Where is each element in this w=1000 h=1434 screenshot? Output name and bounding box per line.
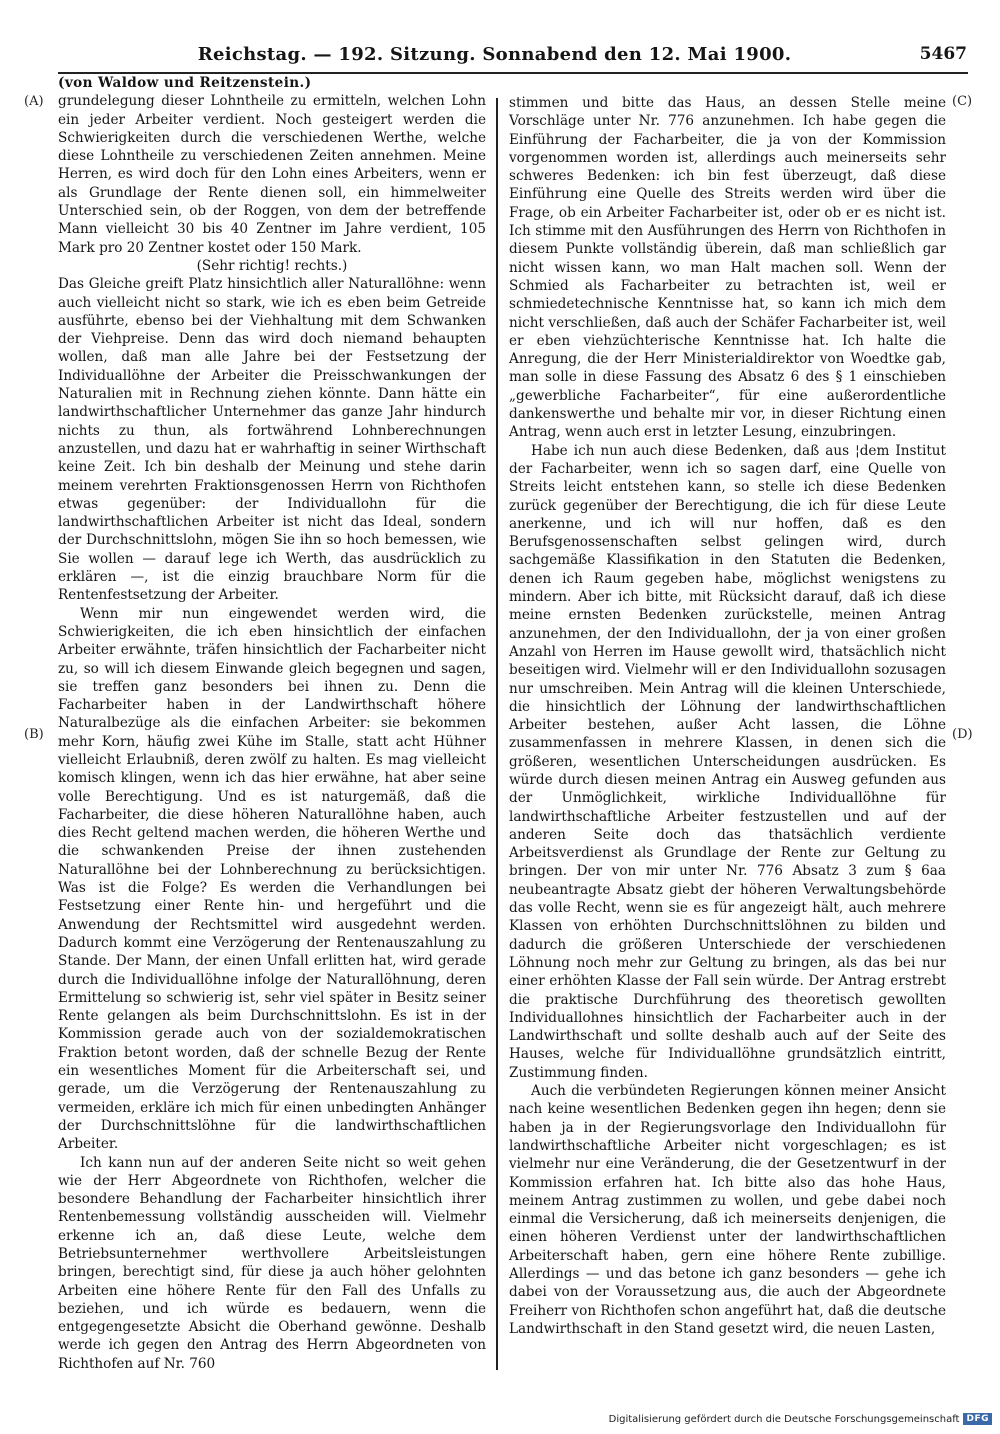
- left-paragraph-2: Das Gleiche greift Platz hinsichtlich aller Naturallöhne: wenn auch vielleicht nicht so stark, wie ich es eben beim Getreide ausführte, ebenso bei der Viehhaltung mit dem Schwanken der Viehpreise. Denn das wird doch niemand behaupten wollen, daß man alle Jahre bei der Festsetzung der Individuallöhne der Arbeiter die Preisschwankungen der Naturalien mit in Rechnung ziehen könnte. Dann hätte ein landwirthschaftlicher Unternehmer das ganze Jahr hindurch nichts zu thun, als fortwährend Lohnberechnungen anzustellen, und dazu hat er wahrhaftig in seiner Wirthschaft keine Zeit. Ich bin deshalb der Meinung und stehe darin meinem verehrten Fraktionsgenossen Herrn von Richthofen etwas gegenüber: der Individuallohn für die landwirthschaftlichen Arbeiter ist nicht das Ideal, sondern der Durchschnittslohn, mögen Sie ihn so hoch bemessen, wie Sie wollen — darauf lege ich Werth, das ausdrücklich zu erklären —, ist die einzig brauchbare Norm für die Rentenfestsetzung der Arbeiter.: [58, 276, 486, 604]
- right-paragraph-1: stimmen und bitte das Haus, an dessen Stelle meine Vorschläge unter Nr. 776 anzunehmen. Ich habe gegen die Einführung der Facharbeiter, die ja von der Kommission vorgenommen worden ist, allerdings auch meinerseits sehr schweres Bedenken: ich bin fest überzeugt, daß diese Einführung eine Quelle des Streits werden wird über die Frage, ob ein Arbeiter Facharbeiter ist, oder ob er es nicht ist. Ich stimme mit den Ausführungen des Herrn von Richthofen in diesem Punkte vollständig überein, daß man schließlich gar nicht wissen kann, wo man Halt machen soll. Wenn der Schmied als Facharbeiter zu betrachten ist, weil er schmiedetechnische Kenntnisse hat, so kann ich mich dem nicht verschließen, daß auch der Schäfer Facharbeiter ist, weil er eben viehzüchterische Kenntnisse hat. Ich halte die Anregung, die der Herr Ministerialdirektor von Woedtke gab, man solle in diese Fassung des Absatz 6 des § 1 einschieben „gewerbliche Facharbeiter“, für eine außerordentliche dankenswerthe und behalte mir vor, in dieser Richtung einen Antrag, wenn auch erst in letzter Lesung, einzubringen.: [509, 95, 946, 441]
- margin-marker-d: (D): [952, 727, 973, 742]
- dfg-logo-icon: DFG: [963, 1413, 992, 1425]
- right-paragraph-2: Habe ich nun auch diese Bedenken, daß aus ¦dem Institut der Facharbeiter, wenn ich so sagen darf, eine Quelle von Streits leicht entstehen kann, so stelle ich diese Bedenken zurück gegenüber der Berechtigung, die ich für diese Leute anerkenne, und ich will nur hoffen, daß es den Berufsgenossenschaften selbst gelingen wird, durch sachgemäße Klassifikation in den Statuten die Bedenken, denen ich Raum gegeben habe, möglichst wenigstens zu mindern. Aber ich bitte, mit Rücksicht darauf, daß ich diese meine ernsten Bedenken zurückstelle, meinen Antrag anzunehmen, der den Individuallohn, der ja von einer großen Anzahl von Herren im Hause gewollt wird, thatsächlich nicht beseitigen wird. Vielmehr will er den Individuallohn sozusagen nur umschreiben. Mein Antrag will die kleinen Unterschiede, die hinsichtlich der Löhnung der landwirthschaftlichen Arbeiter bestehen, außer Acht lassen, die Löhne zusammenfassen in mehrere Klassen, in denen sich die größeren, wesentlichen Unterscheidungen ausdrücken. Es würde durch diesen meinen Antrag ein Ausweg gefunden aus der Unmöglichkeit, wirkliche Individuallöhne für landwirthschaftliche Arbeiter festzustellen und auf der anderen Seite doch das thatsächlich verdiente Arbeitsverdienst als Grundlage der Rente zur Geltung zu bringen. Der von mir unter Nr. 776 Absatz 3 zum § 6aa neubeantragte Absatz giebt der höheren Verwaltungsbehörde das volle Recht, wenn sie es für angezeigt hält, auch mehrere Klassen von erhöhten Durchschnittslöhnen zu bilden und dadurch die größeren Unterschiede der verschiedenen Löhnung noch mehr zur Geltung zu bringen, als das bei nur einer erhöhten Klasse der Fall sein würde. Der Antrag erstrebt die praktische Durchführung des theoretisch gewollten Individuallohnes hinsichtlich der Facharbeiter auch in der Landwirthschaft und sollte deshalb auch auf der Seite des Hauses, welche für Individuallöhne grundsätzlich eintritt, Zustimmung finden.: [509, 442, 946, 1081]
- page-number: 5467: [919, 44, 967, 64]
- header-title: Reichstag. — 192. Sitzung. Sonnabend den 12. Mai 1900.: [197, 44, 792, 65]
- left-column: [58, 74, 486, 1373]
- left-paragraph-3: Wenn mir nun eingewendet werden wird, die Schwierigkeiten, die ich eben hinsichtlich der einfachen Arbeiter erwähnte, träfen hinsichtlich der Facharbeiter nicht zu, so will ich diesem Einwande gleich begegnen und sagen, sie treffen ganz besonders bei ihnen zu. Denn die Facharbeiter haben in der Landwirthschaft höhere Naturalbezüge als die einfachen Arbeiter: sie bekommen mehr Korn, häufig zwei Kühe im Stalle, statt acht Hühner vielleicht Erlaubniß, deren zwölf zu halten. Es mag vielleicht komisch klingen, wenn ich das hier erwähne, hat aber seine volle Berechtigung. Und es ist naturgemäß, daß die Facharbeiter, die diese höheren Naturallöhne haben, auch dies Recht geltend machen werden, die höheren Werthe und die schwankenden Preise der ihnen zustehenden Naturallöhne bei der Lohnberechnung zu berücksichtigen. Was ist die Folge? Es werden die Verhandlungen bei Festsetzung einer Rente hin- und hergeführt und die Anwendung der Rechtsmittel wird ausgedehnt werden. Dadurch kommt eine Verzögerung der Rentenauszahlung zu Stande. Der Mann, der einen Unfall erlitten hat, wird gerade durch die Individuallöhne infolge der Naturallöhnung, deren Ermittelung so schwierig ist, sehr viel später in Besitz seiner Rente gelangen als beim Durchschnittslohn. Es ist in der Kommission gerade auch von der sozialdemokratischen Fraktion betont worden, daß der schnelle Bezug der Rente ein wesentliches Moment für die Arbeiterschaft sei, und gerade, um die Verzögerung der Rentenauszahlung zu vermeiden, erkläre ich mich für einen unbedingten Anhänger der Durchschnittslöhne für die landwirthschaftlichen Arbeiter.: [58, 605, 486, 1153]
- right-paragraph-3: Auch die verbündeten Regierungen können meiner Ansicht nach keine wesentlichen Bedenken gegen ihn hegen; denn sie haben ja in der Regierungsvorlage den Individuallohn für landwirthschaftliche Arbeiter nicht vorgeschlagen; es ist vielmehr nur eine Veränderung, die der Gesetzentwurf in der Kommission erfahren hat. Ich bitte also das hohe Haus, meinem Antrag zustimmen zu wollen, und gebe dabei noch einmal die Versicherung, daß ich meinerseits denjenigen, die einen höheren Verdienst unter der landwirthschaftlichen Arbeiterschaft haben, gern eine höhere Rente zubillige. Allerdings — und das betone ich ganz besonders — gehe ich dabei von der Voraussetzung aus, die auch der Abgeordnete Freiherr von Richthofen schon angeführt hat, daß die deutsche Landwirthschaft in den Stand gesetzt wird, die neuen Lasten,: [509, 1083, 946, 1337]
- footer-credit: [609, 1413, 992, 1425]
- column-divider: [496, 98, 498, 1370]
- right-column: [509, 94, 946, 1338]
- margin-marker-c: (C): [952, 94, 973, 109]
- margin-marker-b: (B): [24, 727, 44, 742]
- footer-text: Digitalisierung gefördert durch die Deutsche Forschungsgemeinschaft: [608, 1413, 960, 1425]
- left-paragraph-4: Ich kann nun auf der anderen Seite nicht so weit gehen wie der Herr Abgeordnete von Richthofen, welcher die besondere Behandlung der Facharbeiter hinsichtlich ihrer Rentenbemessung vollständig ausscheiden will. Vielmehr erkenne ich an, daß diese Leute, welche dem Betriebsunternehmer werthvollere Arbeitsleistungen bringen, berechtigt sind, für diese ja auch höher gelohnten Arbeiten eine höhere Rente für den Fall des Unfalls zu beziehen, und ich würde es bedauern, wenn die entgegengesetzte Absicht die Oberhand gewönne. Deshalb werde ich gegen den Antrag des Herrn Abgeordneten von Richthofen auf Nr. 760: [58, 1154, 486, 1372]
- interjection: (Sehr richtig! rechts.): [196, 257, 348, 274]
- margin-marker-a: (A): [24, 94, 44, 109]
- speaker-line: (von Waldow und Reitzenstein.): [58, 75, 312, 91]
- running-header: [22, 44, 967, 70]
- left-paragraph-1: grundelegung dieser Lohntheile zu ermitteln, welchen Lohn ein jeder Arbeiter verdient. Noch gesteigert werden die Schwierigkeiten durch die verschiedenen Werthe, welche diese Lohntheile zu verschiedenen Zeiten annehmen. Meine Herren, es wird doch für den Lohn eines Arbeiters, wenn er als Grundlage der Rente dienen soll, ein himmelweiter Unterschied sein, ob der Roggen, von dem der betreffende Mann vielleicht 30 bis 40 Zentner im Jahre verdient, 105 Mark pro 20 Zentner kostet oder 150 Mark.: [58, 93, 486, 256]
